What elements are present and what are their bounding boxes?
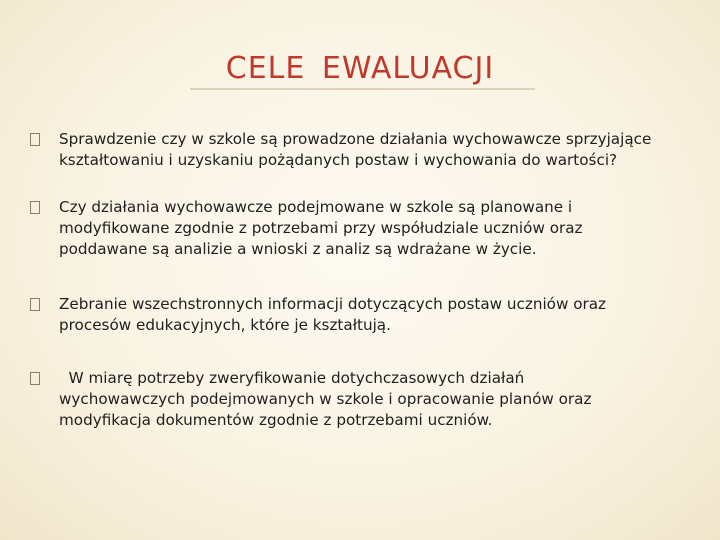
- bullet-line: procesów edukacyjnych, które je kształtują.: [59, 316, 391, 334]
- bullet-box-icon: [30, 133, 40, 146]
- bullet-line: Czy działania wychowawcze podejmowane w szkole są planowane i: [59, 198, 573, 216]
- slide-title: CELE EWALUACJI: [225, 51, 495, 86]
- bullet-line: modyfikacja dokumentów zgodnie z potrzebami uczniów.: [59, 411, 493, 429]
- bullet-text: [59, 129, 699, 171]
- title-underline: [190, 88, 535, 90]
- bullet-text: [59, 368, 699, 431]
- bullet-box-icon: [30, 298, 40, 311]
- bullet-line: Sprawdzenie czy w szkole są prowadzone działania wychowawcze sprzyjające: [59, 130, 652, 148]
- bullet-line: poddawane są analizie a wnioski z analiz są wdrażane w życie.: [59, 240, 537, 258]
- bullet-line: wychowawczych podejmowanych w szkole i opracowanie planów oraz: [59, 390, 592, 408]
- bullet-text: [59, 294, 699, 336]
- bullet-box-icon: [30, 201, 40, 214]
- bullet-line: W miarę potrzeby zweryfikowanie dotychczasowych działań: [59, 369, 525, 387]
- bullet-box-icon: [30, 372, 40, 385]
- bullet-line: Zebranie wszechstronnych informacji dotyczących postaw uczniów oraz: [59, 295, 607, 313]
- bullet-text: [59, 197, 699, 260]
- bullet-line: kształtowaniu i uzyskaniu pożądanych postaw i wychowania do wartości?: [59, 151, 618, 169]
- bullet-line: modyfikowane zgodnie z potrzebami przy współudziale uczniów oraz: [59, 219, 583, 237]
